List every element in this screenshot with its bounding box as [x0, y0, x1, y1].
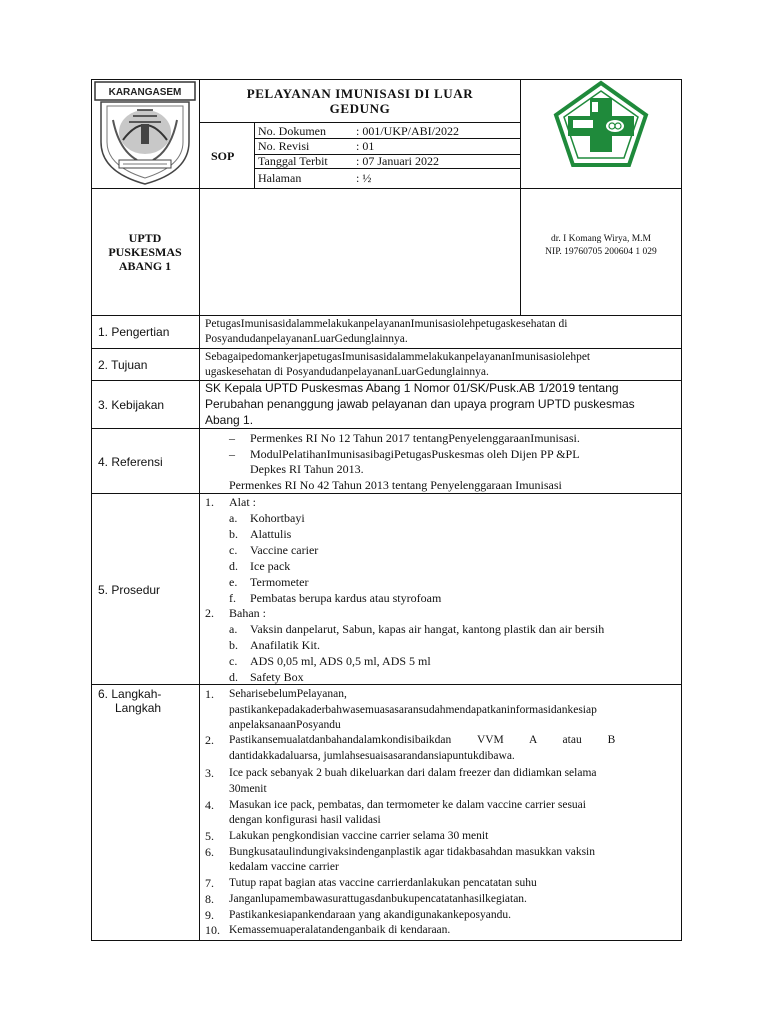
tujuan-line-2: ugaskesehatan di PosyandudanpelayananLuarGedunglainnya.	[205, 366, 489, 378]
step-6-line-2: kedalam vaccine carrier	[229, 861, 339, 873]
step-number: 2.	[205, 733, 214, 747]
kebijakan-line-3: Abang 1.	[205, 413, 254, 427]
document-title: PELAYANAN IMUNISASI DI LUAR GEDUNG	[246, 86, 474, 116]
prosedur-group-1-title: Alat :	[229, 495, 256, 509]
step-number: 4.	[205, 798, 214, 812]
prosedur-item: Ice pack	[250, 559, 291, 573]
org-line-2: PUSKESMAS	[108, 245, 182, 259]
referensi-item-2-line-2: Depkes RI Tahun 2013.	[250, 462, 364, 476]
step-5-line-1: Lakukan pengkondisian vaccine carrier selama 30 menit	[229, 830, 489, 842]
tujuan-line-1: SebagaipedomankerjapetugasImunisasidalammelakukanpelayananImunisasiolehpet	[205, 351, 591, 363]
prosedur-item: Termometer	[250, 575, 309, 589]
step-7-line-1: Tutup rapat bagian atas vaccine carrierdanlakukan pencatatan suhu	[229, 877, 537, 889]
pengertian-line-1: PetugasImunisasidalammelakukanpelayananImunisasiolehpetugaskesehatan di	[205, 318, 568, 330]
prosedur-item: Safety Box	[250, 670, 304, 684]
step-2-line-2: dantidakkadaluarsa, jumlahsesuaisasarandansiapuntukdibawa.	[229, 750, 515, 762]
prosedur-item-letter: d.	[229, 559, 238, 573]
step-number: 5.	[205, 829, 214, 843]
label-kebijakan: 3. Kebijakan	[98, 398, 165, 412]
puskesmas-logo	[552, 80, 650, 168]
pengertian-line-2: PosyandudanpelayananLuarGedunglainnya.	[205, 333, 408, 345]
signatory-name: dr. I Komang Wirya, M.M	[551, 234, 651, 244]
prosedur-item-letter: b.	[229, 527, 238, 541]
sop-label: SOP	[211, 149, 235, 163]
step-1-line-3: anpelaksanaanPosyandu	[229, 719, 341, 731]
logo-text: KARANGASEM	[108, 87, 182, 98]
step-4-line-1: Masukan ice pack, pembatas, dan termometer ke dalam vaccine carrier sesuai	[229, 799, 586, 811]
step-number: 7.	[205, 876, 214, 890]
prosedur-item-letter: a.	[229, 511, 238, 525]
prosedur-item: Alattulis	[250, 527, 292, 541]
field-value-tanggal-terbit: : 07 Januari 2022	[356, 154, 439, 168]
step-number: 10.	[205, 923, 220, 937]
org-line-3: ABANG 1	[118, 259, 172, 273]
step-8-line-1: Janganlupamembawasurattugasdanbukupencatatanhasilkegiatan.	[229, 893, 527, 905]
kebijakan-line-1: SK Kepala UPTD Puskesmas Abang 1 Nomor 01/SK/Pusk.AB 1/2019 tentang	[205, 381, 619, 395]
step-number: 6.	[205, 845, 214, 859]
org-name	[91, 231, 199, 273]
referensi-item-1: Permenkes RI No 12 Tahun 2017 tentangPenyelenggaraanImunisasi.	[250, 431, 580, 445]
prosedur-item: Anafilatik Kit.	[250, 638, 320, 652]
step-1-line-2: pastikankepadakaderbahwasemuasasaransudahmendapatkaninformasidankesiap	[229, 704, 597, 716]
step-number: 1.	[205, 687, 214, 701]
label-prosedur: 5. Prosedur	[98, 583, 161, 597]
signatory	[521, 233, 681, 259]
prosedur-item: Vaksin danpelarut, Sabun, kapas air hangat, kantong plastik dan air bersih	[250, 622, 605, 636]
field-label-tanggal-terbit: Tanggal Terbit	[258, 154, 328, 168]
referensi-bullet-2: –	[229, 447, 235, 461]
label-langkah-1: 6. Langkah-	[98, 687, 162, 701]
label-tujuan: 2. Tujuan	[98, 358, 148, 372]
prosedur-item: Pembatas berupa kardus atau styrofoam	[250, 591, 442, 605]
prosedur-item-letter: f.	[229, 591, 236, 605]
field-label-no-dokumen: No. Dokumen	[258, 124, 326, 138]
prosedur-item-letter: c.	[229, 654, 238, 668]
prosedur-group-2-title: Bahan :	[229, 606, 266, 620]
karangasem-logo	[93, 80, 197, 186]
field-value-halaman: : ½	[356, 171, 372, 185]
referensi-bullet-1: –	[229, 431, 235, 445]
step-10-line-1: Kemassemuaperalatandenganbaik di kendaraan.	[229, 924, 451, 936]
field-label-halaman: Halaman	[258, 171, 302, 185]
prosedur-item-letter: a.	[229, 622, 238, 636]
prosedur-item: Kohortbayi	[250, 511, 305, 525]
prosedur-group-2-num: 2.	[205, 606, 214, 620]
label-referensi: 4. Referensi	[98, 455, 163, 469]
step-3-line-1: Ice pack sebanyak 2 buah dikeluarkan dari dalam freezer dan didiamkan selama	[229, 767, 597, 779]
step-1-line-1: SeharisebelumPelayanan,	[229, 688, 347, 700]
prosedur-item: ADS 0,05 ml, ADS 0,5 ml, ADS 5 ml	[250, 654, 431, 668]
step-3-line-2: 30menit	[229, 783, 267, 795]
kebijakan-line-2: Perubahan penanggung jawab pelayanan dan upaya program UPTD puskesmas	[205, 397, 635, 411]
org-line-1: UPTD	[128, 231, 162, 245]
step-number: 8.	[205, 892, 214, 906]
referensi-extra: Permenkes RI No 42 Tahun 2013 tentang Penyelenggaraan Imunisasi	[229, 478, 562, 492]
label-langkah-2: Langkah	[115, 701, 162, 715]
step-number: 9.	[205, 908, 214, 922]
prosedur-item-letter: c.	[229, 543, 238, 557]
prosedur-item: Vaccine carier	[250, 543, 319, 557]
label-pengertian: 1. Pengertian	[98, 325, 170, 339]
referensi-item-2-line-1: ModulPelatihanImunisasibagiPetugasPuskesmas oleh Dijen PP &PL	[250, 447, 580, 461]
step-4-line-2: dengan konfigurasi hasil validasi	[229, 814, 381, 826]
field-label-no-revisi: No. Revisi	[258, 139, 310, 153]
prosedur-item-letter: b.	[229, 638, 238, 652]
step-2-line-1: Pastikansemualatdanbahandalamkondisibaikdan VVM A atau B	[229, 734, 616, 746]
step-6-line-1: Bungkusataulindungivaksindenganplastik agar tidakbasahdan masukkan vaksin	[229, 846, 596, 858]
step-number: 3.	[205, 766, 214, 780]
signatory-nip: NIP. 19760705 200604 1 029	[545, 247, 657, 257]
field-value-no-revisi: : 01	[356, 139, 375, 153]
prosedur-group-1-num: 1.	[205, 495, 214, 509]
prosedur-item-letter: e.	[229, 575, 238, 589]
field-value-no-dokumen: : 001/UKP/ABI/2022	[356, 124, 460, 138]
step-9-line-1: Pastikankesiapankendaraan yang akandigunakankeposyandu.	[229, 909, 511, 921]
prosedur-item-letter: d.	[229, 670, 238, 684]
